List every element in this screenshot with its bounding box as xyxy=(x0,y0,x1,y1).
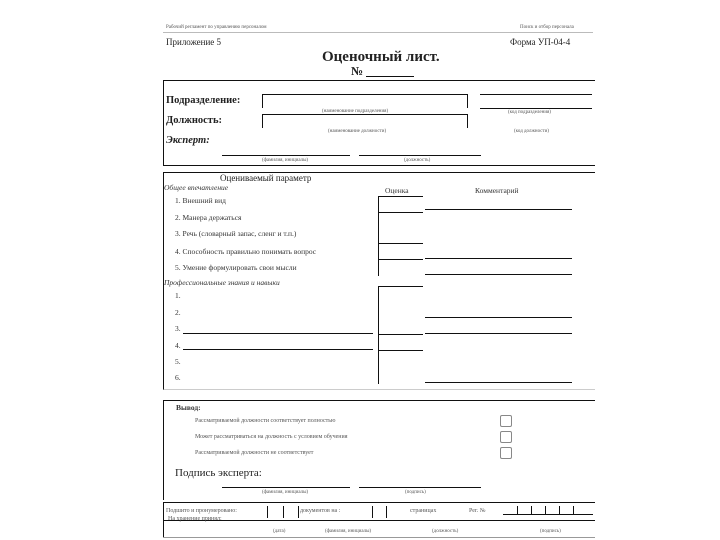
number-label: № xyxy=(351,64,364,78)
position-code-caption: (код должности) xyxy=(514,129,549,134)
date-caption: (дата) xyxy=(273,529,286,534)
general-item: 1. Внешний вид xyxy=(175,196,226,205)
option-checkbox[interactable] xyxy=(500,447,512,459)
regulation-note: Рабочий регламент по управлению персоналом xyxy=(166,25,267,30)
department-label: Подразделение: xyxy=(166,95,241,106)
prof-item: 6. xyxy=(175,373,181,382)
comment-line[interactable] xyxy=(425,258,572,259)
prof-item: 4. xyxy=(175,341,181,350)
position-label: Должность: xyxy=(166,115,223,126)
reg-no-label: Рег. № xyxy=(469,508,486,514)
expert-name-caption: (фамилия, инициалы) xyxy=(262,158,309,163)
comment-line[interactable] xyxy=(425,209,572,210)
department-code-caption: (код подразделения) xyxy=(508,110,551,115)
prof-item: 5. xyxy=(175,357,181,366)
form-code: Форма УП-04-4 xyxy=(510,37,571,47)
prof-item: 3. xyxy=(175,324,181,333)
signature-name-field[interactable] xyxy=(222,487,350,488)
documents-label: документов на : xyxy=(300,508,341,514)
sign-caption: (подпись) xyxy=(405,490,426,495)
option-checkbox[interactable] xyxy=(500,431,512,443)
expert-position-field[interactable] xyxy=(359,155,481,156)
comment-header: Комментарий xyxy=(475,186,519,195)
appendix-label: Приложение 5 xyxy=(166,37,222,47)
expert-label: Эксперт: xyxy=(166,135,210,146)
position-caption: (должность) xyxy=(432,529,459,534)
param-header: Оцениваемый параметр xyxy=(220,173,312,183)
conclusion-label: Вывод: xyxy=(176,403,201,412)
expert-name-field[interactable] xyxy=(222,155,350,156)
department-caption: (наименование подразделения) xyxy=(322,109,389,114)
general-item: 5. Умение формулировать свои мысли xyxy=(175,263,297,272)
option-label: Рассматриваемой должности соответствует полностью xyxy=(195,418,336,424)
page-title: Оценочный лист. xyxy=(322,49,440,65)
position-caption: (наименование должности) xyxy=(328,129,387,134)
pages-label: страницах xyxy=(410,508,437,514)
comment-line[interactable] xyxy=(425,274,572,275)
expert-position-caption: (должность) xyxy=(404,158,431,163)
section-note: Поиск и отбор персонала xyxy=(520,25,574,30)
general-section-label: Общее впечатление xyxy=(164,183,229,192)
prof-item-field[interactable] xyxy=(183,333,373,334)
prof-section-label: Профессиональные знания и навыки xyxy=(164,278,280,287)
comment-line[interactable] xyxy=(425,333,572,334)
general-item: 2. Манера держаться xyxy=(175,213,242,222)
accepted-label: На хранение принял: xyxy=(168,516,222,522)
general-item: 3. Речь (словарный запас, сленг и т.п.) xyxy=(175,229,297,238)
signature-field[interactable] xyxy=(359,487,481,488)
comment-line[interactable] xyxy=(425,382,572,383)
position-field[interactable] xyxy=(262,114,468,128)
name-caption: (фамилия, инициалы) xyxy=(262,490,309,495)
comment-line[interactable] xyxy=(425,317,572,318)
signature-label: Подпись эксперта: xyxy=(175,467,262,479)
general-item: 4. Способность правильно понимать вопрос xyxy=(175,247,317,256)
score-header: Оценка xyxy=(385,186,409,195)
name-caption: (фамилия, инициалы) xyxy=(325,529,372,534)
department-code-field[interactable] xyxy=(480,108,592,109)
option-label: Может рассматриваться на должность с условием обучения xyxy=(195,434,348,440)
signature-caption: (подпись) xyxy=(540,529,561,534)
prof-item: 2. xyxy=(175,308,181,317)
option-checkbox[interactable] xyxy=(500,415,512,427)
filed-label: Подшито и пронумеровано: xyxy=(166,508,237,514)
department-field[interactable] xyxy=(262,94,468,108)
option-label: Рассматриваемой должности не соответствует xyxy=(195,450,314,456)
prof-item-field[interactable] xyxy=(183,349,373,350)
prof-item: 1. xyxy=(175,291,181,300)
